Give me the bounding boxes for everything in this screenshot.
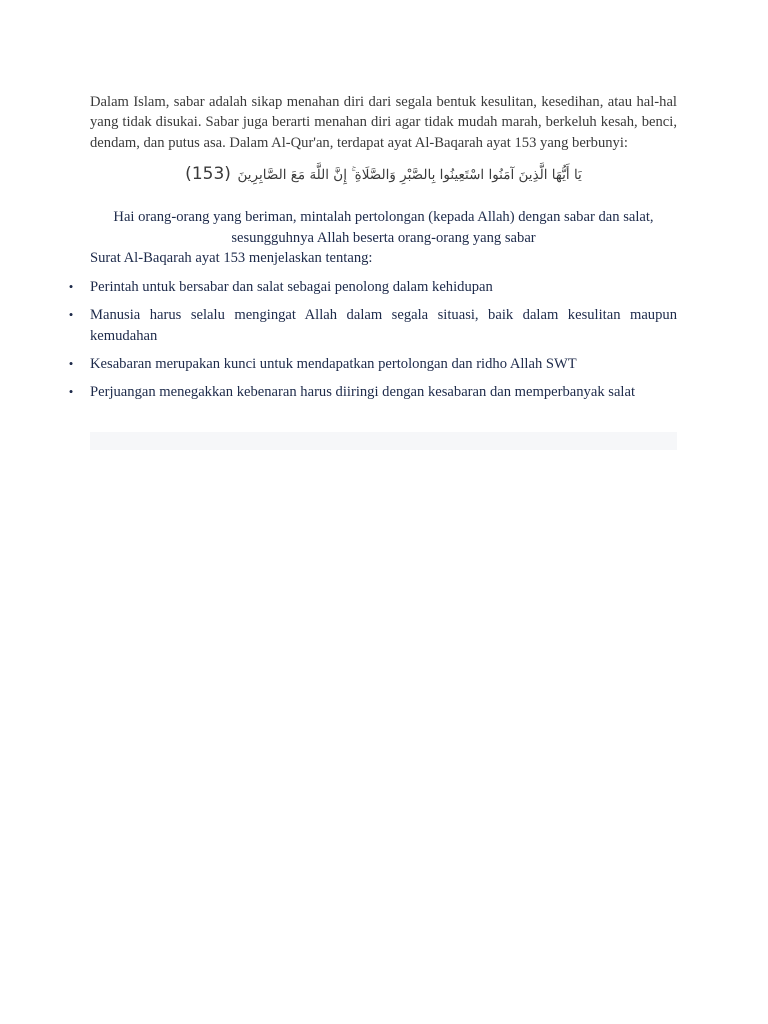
summary-list bbox=[68, 277, 677, 403]
list-item bbox=[68, 277, 677, 298]
list-item bbox=[68, 305, 677, 346]
quran-verse bbox=[90, 162, 677, 187]
document-content bbox=[68, 92, 677, 410]
bullet-icon: • bbox=[68, 307, 74, 323]
translation-line-1: Hai orang-orang yang beriman, mintalah pertolongan (kepada Allah) dengan sabar dan salat, bbox=[113, 209, 654, 226]
intro-paragraph: Dalam Islam, sabar adalah sikap menahan diri dari segala bentuk kesulitan, kesedihan, atau hal-hal yang tidak disukai. Sabar juga berarti menahan diri agar tidak mudah marah, berkeluh kesah, benci, dendam, dan putus asa. Dalam Al-Qur'an, terdapat ayat Al-Baqarah ayat 153 yang berbunyi: bbox=[90, 94, 677, 151]
list-item-text: Manusia harus selalu mengingat Allah dalam segala situasi, baik dalam kesulitan maupun kemudahan bbox=[90, 307, 677, 344]
verse-arabic-text: يَا أَيُّهَا الَّذِينَ آمَنُوا اسْتَعِينُوا بِالصَّبْرِ وَالصَّلَاةِ ۚ إِنَّ اللَّهَ مَعَ الصَّابِرِينَ bbox=[237, 167, 582, 184]
shaded-band bbox=[90, 432, 677, 450]
verse-translation bbox=[90, 207, 677, 248]
translation-line-2: sesungguhnya Allah beserta orang-orang yang sabar bbox=[231, 229, 536, 246]
verse-number: (153) bbox=[185, 164, 231, 185]
summary-intro: Surat Al-Baqarah ayat 153 menjelaskan tentang: bbox=[90, 250, 373, 267]
bullet-icon: • bbox=[68, 384, 74, 400]
list-item-text: Kesabaran merupakan kunci untuk mendapatkan pertolongan dan ridho Allah SWT bbox=[90, 355, 577, 372]
list-item-text: Perintah untuk bersabar dan salat sebagai penolong dalam kehidupan bbox=[90, 279, 493, 295]
bullet-icon: • bbox=[68, 355, 74, 371]
list-item bbox=[68, 354, 677, 375]
list-item-text: Perjuangan menegakkan kebenaran harus diiringi dengan kesabaran dan memperbanyak salat bbox=[90, 384, 636, 401]
list-item bbox=[68, 382, 677, 403]
bullet-icon: • bbox=[68, 279, 74, 294]
